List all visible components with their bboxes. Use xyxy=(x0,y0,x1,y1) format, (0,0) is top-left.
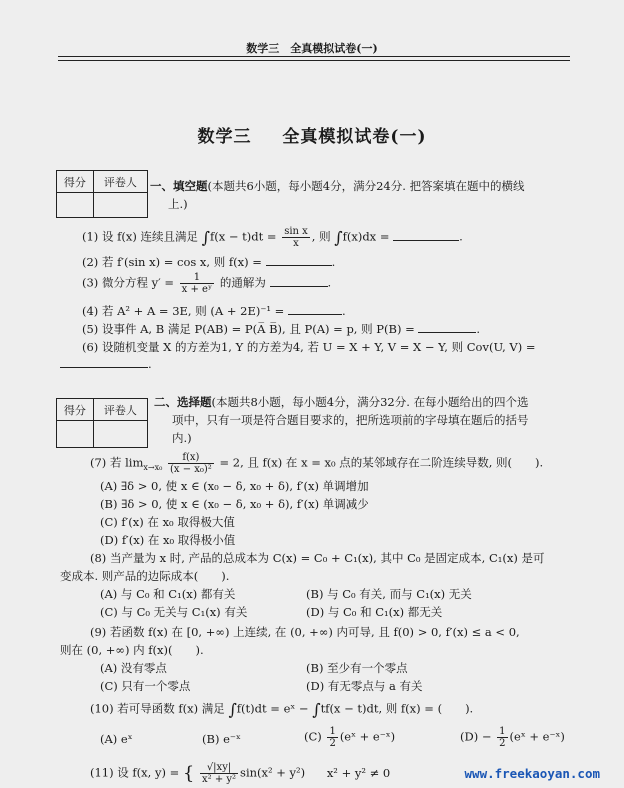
grader-label: 评卷人 xyxy=(93,399,147,421)
question-9-line2: 则在 (0, +∞) 内 f(x)( ). xyxy=(60,643,204,657)
q1-answer-blank[interactable] xyxy=(393,240,459,241)
q9-option-c[interactable]: (C) 只有一个零点 xyxy=(100,679,191,693)
score-cell[interactable] xyxy=(57,421,94,448)
q1-frac-num: sin x xyxy=(284,226,308,237)
q10-c-fraction xyxy=(327,726,337,749)
q2-answer-blank[interactable] xyxy=(266,265,332,266)
q10-d-expr: (eˣ + e⁻ˣ) xyxy=(509,729,565,744)
q7-option-b[interactable]: (B) ∃δ > 0, 使 x ∈ (x₀ − δ, x₀ + δ), f′(x) 单调减少 xyxy=(100,497,369,511)
q10-option-c[interactable] xyxy=(304,726,395,749)
q1-text-a: (1) 设 f(x) 连续且满足 xyxy=(82,229,198,244)
section2-heading: 二、选择题 xyxy=(154,395,212,409)
q8-option-a[interactable]: (A) 与 C₀ 和 C₁(x) 都有关 xyxy=(100,587,236,601)
question-2: (2) 若 f′(sin x) = cos x, 则 f(x) = . xyxy=(82,255,336,269)
grader-cell[interactable] xyxy=(93,421,147,448)
question-4: (4) 若 A² + A = 3E, 则 (A + 2E)⁻¹ = . xyxy=(82,304,346,318)
question-3: (3) 微分方程 y′ = $\frac{1}{\text{x + eʸ}}$ 的通解为 . xyxy=(82,272,332,295)
q2-text: (2) 若 f′(sin x) = cos x, 则 f(x) = xyxy=(82,255,262,269)
q3-text-a: (3) 微分方程 y′ = xyxy=(82,275,174,290)
q3-fraction xyxy=(180,272,215,295)
q1-text-c: , 则 xyxy=(311,229,331,244)
running-header: 数学三 全真模拟试卷(一) xyxy=(246,42,378,55)
section1-heading: 一、填空题 xyxy=(150,179,208,193)
q10-c-num: 1 xyxy=(329,726,336,737)
q10-c-expr: (eˣ + e⁻ˣ) xyxy=(339,729,396,744)
section2-desc-line3: 内.) xyxy=(172,431,192,445)
q3-answer-blank[interactable] xyxy=(270,286,328,287)
q6-answer-line: . xyxy=(60,357,152,371)
q4-answer-blank[interactable] xyxy=(288,314,342,315)
section1-desc: (本题共6小题，每小题4分，满分24分. 把答案填在题中的横线 xyxy=(207,179,525,193)
question-8-line2: 变成本. 则产品的边际成本( ). xyxy=(60,569,230,583)
question-1: (1) 设 f(x) 连续且满足 ∫f(x − t)dt = $\frac{\text{sin x}}{x}$ , 则 ∫f(x)dx = . xyxy=(82,226,463,249)
q10-option-b[interactable]: (B) e⁻ˣ xyxy=(202,732,241,746)
section1-heading-line1 xyxy=(150,178,525,194)
q1-fraction xyxy=(282,226,310,249)
q7-fraction xyxy=(168,452,214,475)
q10-text-c: tf(x − t)dt, 则 f(x) = ( ). xyxy=(320,701,474,716)
q11-fraction xyxy=(200,762,238,785)
integral-sign-icon: ∫ xyxy=(312,700,321,719)
section1-desc-line2: 上.) xyxy=(168,197,188,211)
q11-text-c: x² + y² ≠ 0 xyxy=(326,765,391,780)
q3-frac-num: 1 xyxy=(180,272,215,284)
section2-desc-line2: 项中，只有一项是符合题目要求的，把所选项前的字母填在题后的括号 xyxy=(172,413,529,427)
q11-frac-den: x² + y² xyxy=(202,774,237,785)
q1-text-b: f(x − t)dt = xyxy=(209,229,277,244)
header-rule-bottom xyxy=(58,60,570,61)
integral-sign-icon: ∫ xyxy=(334,228,343,247)
q3-frac-den: x + eʸ xyxy=(181,284,213,295)
q11-text-a: (11) 设 f(x, y) = xyxy=(90,765,180,780)
integral-sign-icon: ∫ xyxy=(201,228,210,247)
section2-desc: (本题共8小题，每小题4分，满分32分. 在每小题给出的四个选 xyxy=(211,395,529,409)
q9-option-a[interactable]: (A) 没有零点 xyxy=(100,661,167,675)
q10-d-num: 1 xyxy=(499,726,506,737)
q11-text-b: sin(x² + y²) xyxy=(240,765,306,780)
q7-text-b: = 2, 且 f(x) 在 x = x₀ 点的某邻域存在二阶连续导数, 则( ). xyxy=(219,455,544,470)
q8-option-c[interactable]: (C) 与 C₀ 无关与 C₁(x) 有关 xyxy=(100,605,248,619)
question-8-line1: (8) 当产量为 x 时, 产品的总成本为 C(x) = C₀ + C₁(x), 其中 C₀ 是固定成本, C₁(x) 是可 xyxy=(90,551,545,565)
question-11 xyxy=(90,762,390,785)
score-label: 得分 xyxy=(57,399,94,421)
q5-answer-blank[interactable] xyxy=(418,332,476,333)
score-cell[interactable] xyxy=(57,193,94,218)
header-rule-top xyxy=(58,56,570,57)
q10-d-den: 2 xyxy=(499,738,506,749)
q1-frac-den: x xyxy=(293,238,299,249)
question-10 xyxy=(90,700,473,719)
grader-cell[interactable] xyxy=(93,193,147,218)
q6-answer-blank[interactable] xyxy=(60,367,148,368)
q7-frac-den: (x − x₀)² xyxy=(169,464,212,475)
q7-limit-sub: x→x₀ xyxy=(143,462,163,472)
q11-frac-num: √|xy| xyxy=(200,762,238,774)
q5-text: (5) 设事件 A, B 满足 P(AB) = P(A̅ B̅), 且 P(A) = p, 则 P(B) = xyxy=(82,322,415,336)
score-label: 得分 xyxy=(57,171,94,193)
q7-option-c[interactable]: (C) f′(x) 在 x₀ 取得极大值 xyxy=(100,515,235,529)
page-title xyxy=(0,122,624,147)
q10-c-den: 2 xyxy=(329,738,336,749)
grader-label: 评卷人 xyxy=(93,171,147,193)
q10-d-label: (D) − xyxy=(460,729,492,744)
section2-heading-line1 xyxy=(154,394,529,410)
question-9-line1: (9) 若函数 f(x) 在 [0, +∞) 上连续, 在 (0, +∞) 内可导, 且 f(0) > 0, f′(x) ≤ a < 0, xyxy=(90,625,520,639)
question-5: (5) 设事件 A, B 满足 P(AB) = P(A̅ B̅), 且 P(A) = p, 则 P(B) = . xyxy=(82,322,481,336)
score-box-section1 xyxy=(56,170,148,218)
title-subject: 数学三 xyxy=(197,127,252,147)
q3-text-b: 的通解为 xyxy=(219,275,266,290)
q10-option-d[interactable] xyxy=(460,726,565,749)
q9-option-b[interactable]: (B) 至少有一个零点 xyxy=(306,661,408,675)
q8-option-b[interactable]: (B) 与 C₀ 有关, 而与 C₁(x) 无关 xyxy=(306,587,472,601)
question-6: (6) 设随机变量 X 的方差为1, Y 的方差为4, 若 U = X + Y, V = X − Y, 则 Cov(U, V) = xyxy=(82,340,536,354)
q7-frac-num: f(x) xyxy=(168,452,214,464)
q7-text-a: (7) 若 lim xyxy=(90,455,144,470)
q7-option-a[interactable]: (A) ∃δ > 0, 使 x ∈ (x₀ − δ, x₀ + δ), f′(x) 单调增加 xyxy=(100,479,369,493)
q10-c-label: (C) xyxy=(304,729,322,744)
q10-text-a: (10) 若可导函数 f(x) 满足 xyxy=(90,701,225,716)
brace-icon: { xyxy=(182,763,195,784)
site-watermark: www.freekaoyan.com xyxy=(464,766,600,781)
title-exam: 全真模拟试卷(一) xyxy=(282,127,427,147)
score-box-section2 xyxy=(56,398,148,448)
q10-text-b: f(t)dt = eˣ − xyxy=(236,701,309,716)
q1-text-d: f(x)dx = xyxy=(342,229,390,244)
q7-option-d[interactable]: (D) f′(x) 在 x₀ 取得极小值 xyxy=(100,533,236,547)
integral-sign-icon: ∫ xyxy=(228,700,237,719)
q10-d-fraction xyxy=(497,726,507,749)
q9-option-d[interactable]: (D) 有无零点与 a 有关 xyxy=(306,679,423,693)
q4-text: (4) 若 A² + A = 3E, 则 (A + 2E)⁻¹ = xyxy=(82,304,285,318)
q10-option-a[interactable]: (A) eˣ xyxy=(100,732,133,746)
q8-option-d[interactable]: (D) 与 C₀ 和 C₁(x) 都无关 xyxy=(306,605,443,619)
question-7 xyxy=(90,452,543,475)
